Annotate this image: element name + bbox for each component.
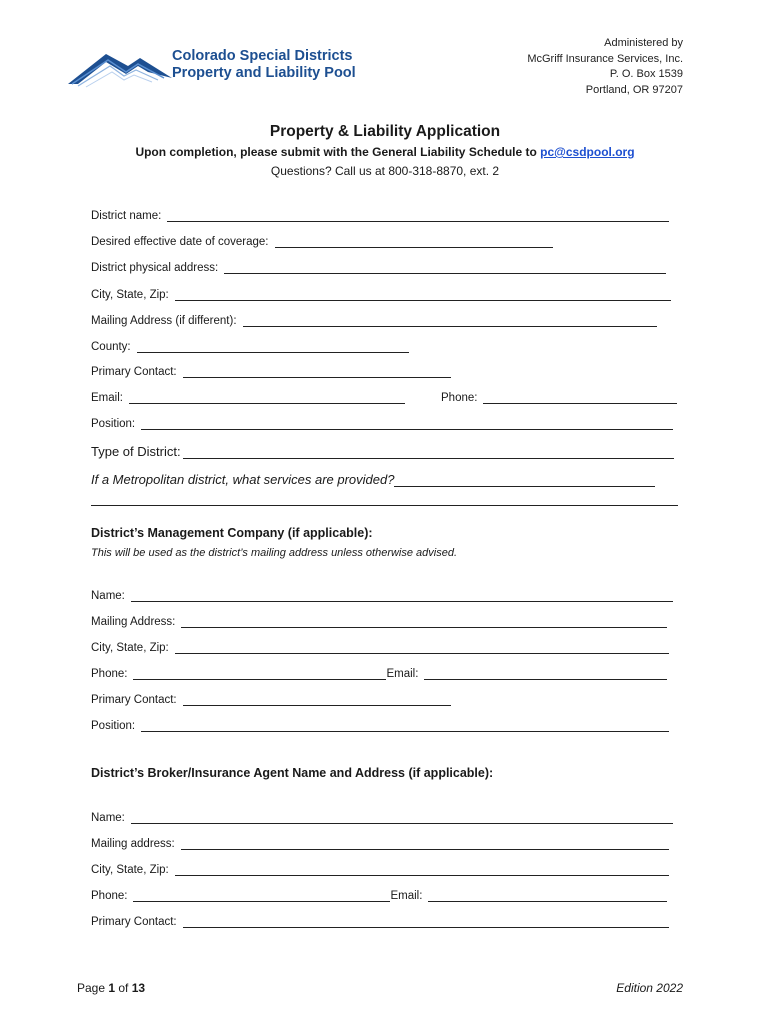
metro-services-row [91,468,655,487]
management-note: This will be used as the district’s mailing address unless otherwise advised. [91,547,458,559]
management-heading: District’s Management Company (if applicable): [91,526,373,540]
page-number [77,981,145,995]
mgmt-mailing-field[interactable] [181,615,667,628]
email-row [91,388,405,404]
district-type-row [91,440,674,459]
mgmt-city-label: City, State, Zip: [91,642,169,654]
csd-pool-logo [68,44,368,88]
admin-line-4: Portland, OR 97207 [585,83,683,96]
broker-mailing-label: Mailing address: [91,838,175,850]
mgmt-mailing-label: Mailing Address: [91,616,176,628]
primary-contact-label: Primary Contact: [91,366,177,378]
primary-contact-field[interactable] [183,365,451,378]
mgmt-position-field[interactable] [141,719,669,732]
mgmt-contact-field[interactable] [183,693,451,706]
broker-city-field[interactable] [175,863,669,876]
mgmt-name-field[interactable] [131,589,673,602]
mgmt-phone-field[interactable] [133,667,386,680]
metro-services-label: If a Metropolitan district, what services are provided? [91,472,395,487]
county-row [91,337,409,353]
broker-mailing-field[interactable] [181,837,669,850]
phone-row [441,388,677,404]
email-label: Email: [91,392,123,404]
mgmt-position-row [91,716,669,732]
submission-email-link[interactable]: pc@csdpool.org [540,145,635,159]
county-field[interactable] [137,340,409,353]
broker-heading: District’s Broker/Insurance Agent Name and Address (if applicable): [91,766,494,780]
admin-line-1: Administered by [604,37,683,49]
primary-contact-row [91,362,451,378]
effective-date-row [91,232,553,248]
page-of: of [115,981,132,995]
mgmt-contact-label: Primary Contact: [91,694,177,706]
mgmt-phone-label: Phone: [91,668,128,680]
mgmt-phone-row [91,664,667,680]
city-state-zip-label: City, State, Zip: [91,289,169,301]
position-field[interactable] [141,417,673,430]
edition: Edition 2022 [616,981,683,995]
mgmt-name-row [91,586,673,602]
effective-date-label: Desired effective date of coverage: [91,236,269,248]
mountain-logo-icon [68,44,172,88]
submission-text: Upon completion, please submit with the General Liability Schedule to [135,145,541,159]
page-title: Property & Liability Application [269,123,501,140]
broker-phone-field[interactable] [133,889,390,902]
broker-contact-field[interactable] [183,915,669,928]
questions-phone: Questions? Call us at 800-318-8870, ext. 2 [270,164,500,178]
mgmt-city-field[interactable] [175,641,669,654]
submission-instructions [0,145,770,159]
phone-field[interactable] [483,391,677,404]
mailing-address-field[interactable] [243,314,657,327]
page-prefix: Page [77,981,109,995]
mgmt-name-label: Name: [91,590,125,602]
logo-line-1: Colorado Special Districts [172,48,353,64]
mgmt-mailing-row [91,612,667,628]
mgmt-email-field[interactable] [424,667,667,680]
mailing-address-label: Mailing Address (if different): [91,315,237,327]
logo-line-2: Property and Liability Pool [172,65,356,81]
mgmt-email-label: Email: [386,668,419,680]
email-field[interactable] [129,391,405,404]
mgmt-city-row [91,638,669,654]
metro-services-field[interactable] [394,474,655,487]
physical-address-label: District physical address: [91,262,219,274]
page-current: 1 [108,981,116,995]
effective-date-field[interactable] [275,235,553,248]
metro-services-field-line-2[interactable] [91,505,678,506]
broker-email-label: Email: [390,890,423,902]
page-total: 13 [131,981,146,995]
broker-name-label: Name: [91,812,125,824]
logo-text [172,48,356,82]
mgmt-contact-row [91,690,451,706]
district-name-row [91,206,669,222]
broker-email-field[interactable] [428,889,667,902]
mailing-address-row [91,311,657,327]
district-name-label: District name: [91,210,162,222]
phone-label: Phone: [441,392,478,404]
mgmt-position-label: Position: [91,720,136,732]
position-label: Position: [91,418,136,430]
broker-city-row [91,860,669,876]
city-state-zip-row [91,285,671,301]
broker-mailing-row [91,834,669,850]
city-state-zip-field[interactable] [175,288,671,301]
admin-line-2: McGriff Insurance Services, Inc. [527,52,683,65]
broker-contact-label: Primary Contact: [91,916,177,928]
broker-contact-row [91,912,669,928]
broker-phone-label: Phone: [91,890,128,902]
admin-line-3: P. O. Box 1539 [609,68,683,80]
administrator-address [527,36,683,98]
broker-phone-row [91,886,667,902]
county-label: County: [91,341,131,353]
broker-city-label: City, State, Zip: [91,864,169,876]
broker-name-field[interactable] [131,811,673,824]
broker-name-row [91,808,673,824]
district-type-field[interactable] [183,446,674,459]
district-type-label: Type of District: [91,444,181,459]
physical-address-row [91,258,666,274]
physical-address-field[interactable] [224,261,666,274]
district-name-field[interactable] [167,209,669,222]
position-row [91,414,673,430]
